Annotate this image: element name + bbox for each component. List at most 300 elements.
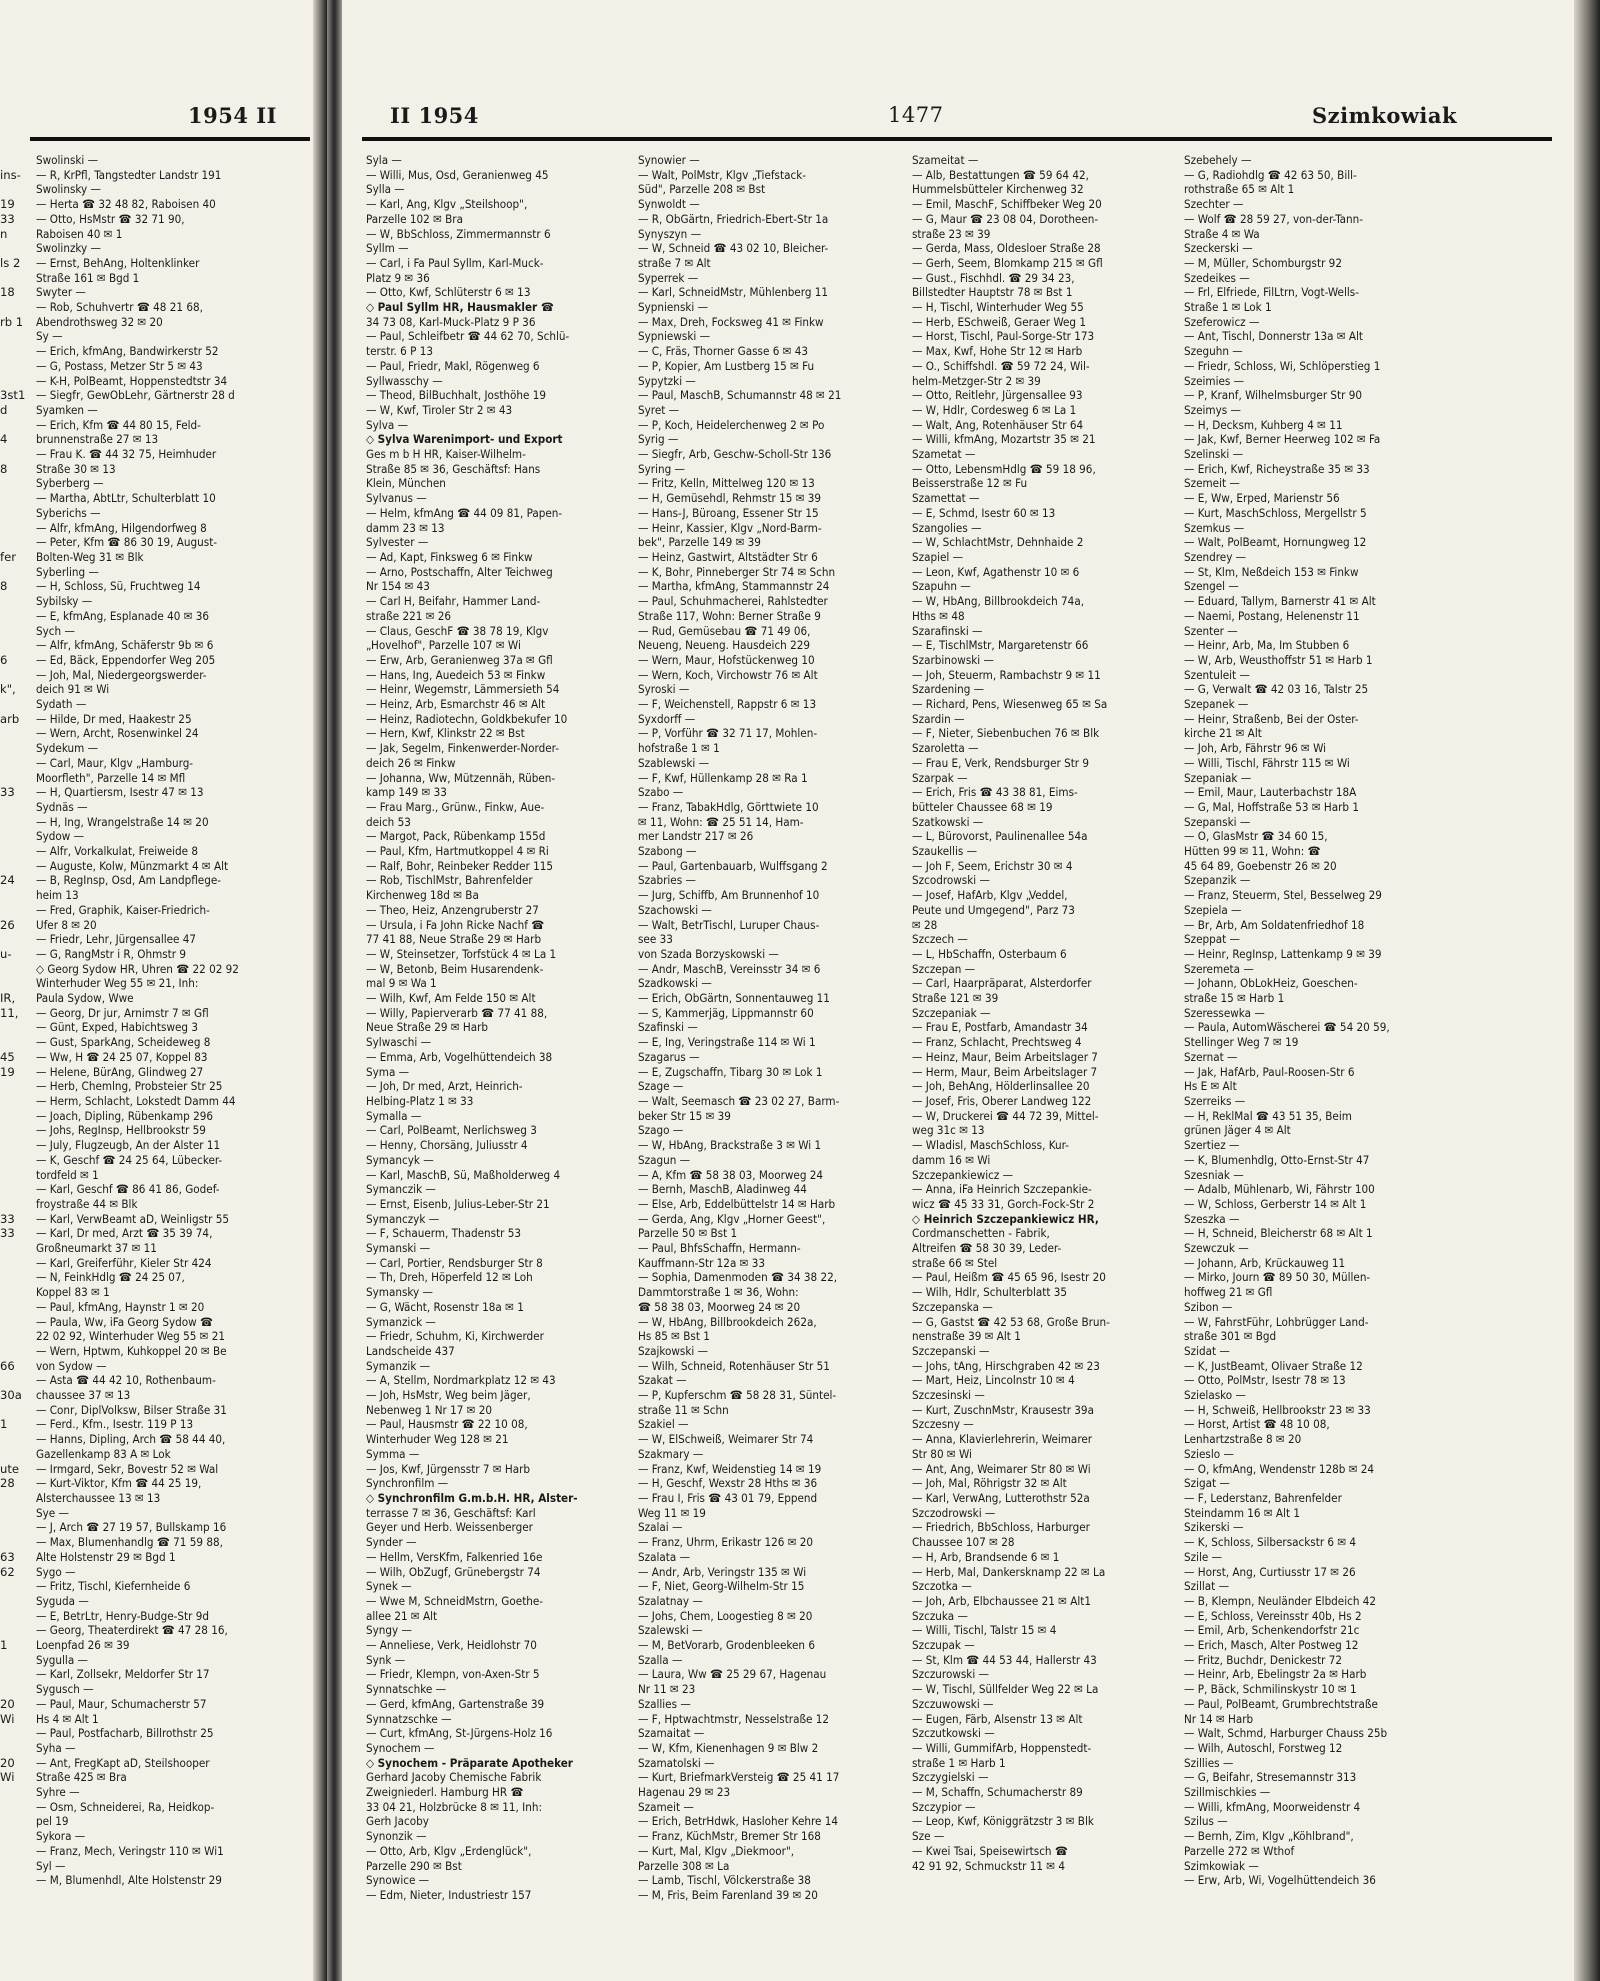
margin-stub-fragment	[0, 535, 28, 550]
margin-stub-fragment	[0, 1667, 28, 1682]
margin-stub-fragment	[0, 800, 28, 815]
directory-entry-line: — Johann, ObLokHeiz, Goeschen-	[1184, 976, 1358, 991]
directory-entry-line: — S, Kammerjäg, Lippmannstr 60	[638, 1005, 814, 1020]
directory-entry-line: — Kurt, Mal, Klgv „Diekmoor",	[638, 1843, 795, 1858]
directory-entry-line: Syngy —	[366, 1623, 412, 1638]
directory-entry-line: Winterhuder Weg 128 ✉ 21	[366, 1432, 509, 1447]
directory-entry-line: straße 66 ✉ Stel	[912, 1255, 998, 1270]
directory-entry-line: Szakiel —	[638, 1417, 689, 1432]
directory-entry-line: — Mirko, Journ ☎ 89 50 30, Müllen-	[1184, 1270, 1371, 1285]
book-gutter	[327, 0, 342, 1981]
directory-entry-line: Szilus —	[1184, 1814, 1228, 1829]
directory-entry-line: — Bernh, Zim, Klgv „Köhlbrand",	[1184, 1829, 1354, 1844]
directory-entry-line: — Karl, Zollsekr, Meldorfer Str 17	[36, 1667, 210, 1682]
margin-stub-fragment	[0, 1609, 28, 1624]
directory-entry-line: Szczupak —	[912, 1638, 975, 1653]
directory-entry-line: — Alfr, Vorkalkulat, Freiweide 8	[36, 844, 199, 859]
directory-entry-line: Synchronfilm —	[366, 1476, 449, 1491]
directory-entry-line: Sych —	[36, 623, 75, 638]
directory-entry-line: Szczurowski —	[912, 1667, 989, 1682]
directory-entry-line: Symanski —	[366, 1241, 431, 1256]
directory-entry-line: Szillmischkies —	[1184, 1785, 1271, 1800]
margin-stub-fragment	[0, 491, 28, 506]
directory-entry-line: — H, ReklMal ☎ 43 51 35, Beim	[1184, 1108, 1352, 1123]
margin-stub-fragment	[0, 609, 28, 624]
directory-entry-line: Symanzik —	[366, 1358, 431, 1373]
directory-entry-line: Szagarus —	[638, 1049, 700, 1064]
directory-entry-line: — Siegfr, Arb, Geschw-Scholl-Str 136	[638, 447, 832, 462]
directory-entry-line: Syberberg —	[36, 476, 104, 491]
margin-stub-fragment	[0, 1432, 28, 1447]
directory-entry-line: Szibon —	[1184, 1299, 1233, 1314]
directory-entry-line: — Karl, MaschB, Sü, Maßholderweg 4	[366, 1167, 561, 1182]
directory-entry-line: Szarpak —	[912, 770, 968, 785]
directory-entry-line: — Johanna, Ww, Mützennäh, Rüben-	[366, 770, 556, 785]
margin-stub-fragment: 33	[0, 1211, 15, 1226]
directory-entry-line: Straße 85 ✉ 36, Geschäftsf: Hans	[366, 461, 541, 476]
directory-entry-line: — H, Schloss, Sü, Fruchtweg 14	[36, 579, 201, 594]
directory-entry-line: Szentuleit —	[1184, 667, 1250, 682]
directory-entry-line: — Br, Arb, Am Soldatenfriedhof 18	[1184, 917, 1365, 932]
directory-entry-line: Sylwaschi —	[366, 1035, 432, 1050]
directory-entry-line: Parzelle 102 ✉ Bra	[366, 211, 463, 226]
margin-stub-fragment	[0, 447, 28, 462]
directory-entry-line: weg 31c ✉ 13	[912, 1123, 985, 1138]
directory-entry-line: — Franz, TabakHdlg, Görttwiete 10	[638, 799, 819, 814]
directory-entry-line: — Paul, Postfacharb, Billrothstr 25	[36, 1726, 214, 1741]
directory-entry-line: ☎ 58 38 03, Moorweg 24 ✉ 20	[638, 1299, 801, 1314]
left-header-rule	[30, 137, 310, 141]
directory-entry-line: Landscheide 437	[366, 1343, 455, 1358]
directory-entry-line: — J, Arch ☎ 27 19 57, Bullskamp 16	[36, 1520, 227, 1535]
directory-entry-line: — Johann, Arb, Krückauweg 11	[1184, 1255, 1346, 1270]
directory-entry-line: — St, Klm ☎ 44 53 44, Hallerstr 43	[912, 1652, 1097, 1667]
directory-entry-line: — Otto, PolMstr, Isestr 78 ✉ 13	[1184, 1373, 1346, 1388]
directory-entry-line: — E, BetrLtr, Henry-Budge-Str 9d	[36, 1608, 209, 1623]
directory-entry-line: kirche 21 ✉ Alt	[1184, 726, 1262, 741]
page-edge-shadow-right	[1574, 0, 1600, 1981]
directory-entry-line: — Conr, DiplVolksw, Bilser Straße 31	[36, 1402, 227, 1417]
left-column	[36, 153, 298, 1888]
directory-entry-line: — Willi, GummifArb, Hoppenstedt-	[912, 1740, 1092, 1755]
directory-entry-line: — Friedrich, BbSchloss, Harburger	[912, 1520, 1090, 1535]
directory-entry-line: Swolinsky —	[36, 182, 101, 197]
directory-entry-line: — Ww, H ☎ 24 25 07, Koppel 83	[36, 1049, 208, 1064]
directory-entry-line: — M, Blumenhdl, Alte Holstenstr 29	[36, 1873, 222, 1888]
directory-entry-line: Peute und Umgegend", Parz 73	[912, 902, 1075, 917]
directory-entry-line: Hütten 99 ✉ 11, Wohn: ☎	[1184, 844, 1321, 859]
directory-entry-line: Syhre —	[36, 1785, 80, 1800]
directory-entry-line: Syberichs —	[36, 505, 101, 520]
directory-entry-line: Cordmanschetten - Fabrik,	[912, 1226, 1050, 1241]
directory-entry-line: — Theod, BilBuchhalt, Josthöhe 19	[366, 388, 547, 403]
directory-entry-line: hoffweg 21 ✉ Gfl	[1184, 1285, 1273, 1300]
directory-entry-line: Szachowski —	[638, 902, 712, 917]
directory-entry-line: — W, SchlachtMstr, Dehnhaide 2	[912, 535, 1084, 550]
directory-entry-line: Sylvanus —	[366, 491, 427, 506]
directory-entry-line: Ges m b H HR, Kaiser-Wilhelm-	[366, 447, 526, 462]
directory-entry-line: — Horst, Tischl, Paul-Sorge-Str 173	[912, 329, 1095, 344]
directory-entry-line: — Wwe M, SchneidMstrn, Goethe-	[366, 1593, 544, 1608]
margin-stub-fragment: 30a	[0, 1388, 22, 1403]
directory-entry-line: — Johs, Chem, Loogestieg 8 ✉ 20	[638, 1608, 813, 1623]
directory-entry-line: Szeguhn —	[1184, 344, 1243, 359]
directory-entry-line: — P, Kopier, Am Lustberg 15 ✉ Fu	[638, 358, 815, 373]
directory-entry-line: — Paul, Hausmstr ☎ 22 10 08,	[366, 1417, 528, 1432]
directory-entry-line: Sygo —	[36, 1564, 76, 1579]
directory-entry-line: Szebehely —	[1184, 153, 1252, 167]
directory-entry-line: Syberling —	[36, 564, 99, 579]
directory-entry-line: Szepanski —	[1184, 814, 1251, 829]
directory-entry-line: Winterhuder Weg 55 ✉ 21, Inh:	[36, 976, 199, 991]
directory-entry-line: Synnatschke —	[366, 1682, 447, 1697]
directory-entry-line: Szczotka —	[912, 1579, 972, 1594]
directory-entry-line: Parzelle 308 ✉ La	[638, 1858, 730, 1873]
directory-entry-line: — Margot, Pack, Rübenkamp 155d	[366, 829, 546, 844]
directory-entry-line: ✉ 28	[912, 917, 938, 932]
directory-entry-line: Symancyk —	[366, 1152, 434, 1167]
directory-entry-line: Szardin —	[912, 711, 965, 726]
margin-stub-fragment	[0, 844, 28, 859]
directory-entry-line: — Rob, Schuhvertr ☎ 48 21 68,	[36, 300, 203, 315]
right-page-header-left: II 1954	[390, 103, 479, 128]
directory-entry-line: Szarbinowski —	[912, 652, 994, 667]
directory-entry-line: Sygusch —	[36, 1682, 94, 1697]
directory-entry-line: — M, BetVorarb, Grodenbleeken 6	[638, 1638, 815, 1653]
directory-entry-line: Szczepankiewicz —	[912, 1167, 1014, 1182]
directory-entry-line: Szewczuk —	[1184, 1241, 1249, 1256]
directory-entry-line: Szczygielski —	[912, 1770, 989, 1785]
directory-entry-line: — A, Kfm ☎ 58 38 03, Moorweg 24	[638, 1167, 824, 1182]
directory-entry-line: Synwoldt —	[638, 197, 700, 212]
directory-entry-line: — H, Tischl, Winterhuder Weg 55	[912, 300, 1084, 315]
directory-entry-line: straße 301 ✉ Bgd	[1184, 1329, 1277, 1344]
directory-entry-line: — Hern, Kwf, Klinkstr 22 ✉ Bst	[366, 726, 525, 741]
directory-entry-line: — Wolf ☎ 28 59 27, von-der-Tann-	[1184, 211, 1364, 226]
directory-entry-line: Swolinzky —	[36, 241, 101, 256]
directory-entry-line: bek", Parzelle 149 ✉ 39	[638, 535, 761, 550]
directory-entry-line: Szcodrowski —	[912, 873, 990, 888]
margin-stub-fragment	[0, 506, 28, 521]
directory-entry-line: — Helm, kfmAng ☎ 44 09 81, Papen-	[366, 505, 563, 520]
directory-entry-line: Szalla —	[638, 1652, 683, 1667]
directory-entry-line: pel 19	[36, 1814, 69, 1829]
directory-entry-line: Szakat —	[638, 1373, 687, 1388]
directory-entry-line: Str 80 ✉ Wi	[912, 1446, 972, 1461]
directory-entry-line: — A, Stellm, Nordmarkplatz 12 ✉ 43	[366, 1373, 556, 1388]
directory-entry-line: Szeferowicz —	[1184, 314, 1260, 329]
margin-stub-fragment	[0, 1520, 28, 1535]
directory-entry-line: — F, Weichenstell, Rappstr 6 ✉ 13	[638, 697, 817, 712]
directory-entry-line: Sypytzki —	[638, 373, 696, 388]
directory-entry-line: — Joh F, Seem, Erichstr 30 ✉ 4	[912, 858, 1073, 873]
directory-entry-line: — Asta ☎ 44 42 10, Rothenbaum-	[36, 1373, 216, 1388]
directory-entry-line: — Kurt, ZuschnMstr, Krausestr 39a	[912, 1402, 1094, 1417]
margin-stub-fragment: 20	[0, 1696, 15, 1711]
directory-entry-line: Szertiez —	[1184, 1138, 1240, 1153]
directory-entry-line: — Osm, Schneiderei, Ra, Heidkop-	[36, 1799, 215, 1814]
directory-entry-line: damm 23 ✉ 13	[366, 520, 445, 535]
directory-entry-line: — W, Tischl, Süllfelder Weg 22 ✉ La	[912, 1682, 1099, 1697]
margin-stub-fragment	[0, 1579, 28, 1594]
directory-entry-line: Klein, München	[366, 476, 446, 491]
directory-entry-line: — Heinr, Straßenb, Bei der Oster-	[1184, 711, 1359, 726]
directory-entry-line: — Hilde, Dr med, Haakestr 25	[36, 711, 192, 726]
directory-entry-line: — O., Schiffshdl. ☎ 59 72 24, Wil-	[912, 358, 1090, 373]
directory-entry-line: — Georg, Theaterdirekt ☎ 47 28 16,	[36, 1623, 228, 1638]
directory-entry-line: Syret —	[638, 402, 680, 417]
margin-stub-fragment: 33	[0, 1226, 15, 1241]
directory-entry-line: tordfeld ✉ 1	[36, 1167, 99, 1182]
margin-stub-fragment	[0, 1094, 28, 1109]
directory-entry-line: — W, HbAng, Billbrookdeich 262a,	[638, 1314, 817, 1329]
directory-entry-line: — Johs, RegInsp, Hellbrookstr 59	[36, 1123, 206, 1138]
directory-entry-line: — Ant, FregKapt aD, Steilshooper	[36, 1755, 210, 1770]
directory-entry-line: — Joh, Mal, Röhrigstr 32 ✉ Alt	[912, 1476, 1067, 1491]
directory-entry-line: — Fritz, Kelln, Mittelweg 120 ✉ 13	[638, 476, 815, 491]
margin-stub-fragment: 4	[0, 432, 8, 447]
directory-entry-line: Szedeikes —	[1184, 270, 1250, 285]
directory-entry-line: Szeppat —	[1184, 932, 1240, 947]
directory-entry-line: — Anna, Klavierlehrerin, Weimarer	[912, 1432, 1093, 1447]
directory-entry-line: — Herta ☎ 32 48 82, Raboisen 40	[36, 197, 216, 212]
directory-entry-line: — E, Ing, Veringstraße 114 ✉ Wi 1	[638, 1035, 816, 1050]
directory-entry-line: Synk —	[366, 1652, 406, 1667]
directory-entry-line: — Theo, Heiz, Anzengruberstr 27	[366, 902, 539, 917]
directory-entry-line: — Paul, Heißm ☎ 45 65 96, Isestr 20	[912, 1270, 1106, 1285]
directory-entry-line: — Andr, MaschB, Vereinsstr 34 ✉ 6	[638, 961, 821, 976]
directory-entry-line: straße 221 ✉ 26	[366, 608, 452, 623]
directory-entry-line: Szczuka —	[912, 1608, 968, 1623]
margin-stub-fragment	[0, 1682, 28, 1697]
directory-entry-line: — Erw, Arb, Geranienweg 37a ✉ Gfl	[366, 652, 553, 667]
directory-entry-line: — Frau I, Fris ☎ 43 01 79, Eppend	[638, 1490, 818, 1505]
running-head: Szimkowiak	[1312, 103, 1458, 128]
directory-entry-line: — W, Schneid ☎ 43 02 10, Bleicher-	[638, 241, 829, 256]
directory-entry-line: Szaukellis —	[912, 844, 978, 859]
directory-entry-line: — Willy, Papierverarb ☎ 77 41 88,	[366, 1005, 548, 1020]
directory-entry-line: — E, Zugschaffn, Tibarg 30 ✉ Lok 1	[638, 1064, 823, 1079]
directory-entry-line: Helbing-Platz 1 ✉ 33	[366, 1094, 474, 1108]
directory-entry-line: Lenhartzstraße 8 ✉ 20	[1184, 1432, 1302, 1447]
directory-entry-line: — July, Flugzeugb, An der Alster 11	[36, 1138, 221, 1153]
directory-entry-line: — E, Ww, Erped, Marienstr 56	[1184, 491, 1340, 506]
directory-entry-line: — Joh, Steuerm, Rambachstr 9 ✉ 11	[912, 667, 1101, 682]
directory-entry-line: — Otto, Kwf, Schlüterstr 6 ✉ 13	[366, 285, 531, 300]
directory-entry-line: Moorfleth", Parzelle 14 ✉ Mfl	[36, 770, 186, 785]
directory-entry-line: Neueng, Neueng. Hausdeich 229	[638, 638, 811, 653]
directory-entry-line: — W, Kwf, Tiroler Str 2 ✉ 43	[366, 402, 513, 417]
directory-entry-line: brunnenstraße 27 ✉ 13	[36, 432, 159, 447]
directory-entry-line: — Andr, Arb, Veringstr 135 ✉ Wi	[638, 1564, 807, 1579]
directory-entry-line: — Karl, Dr med, Arzt ☎ 35 39 74,	[36, 1226, 213, 1241]
directory-entry-line: — Edm, Nieter, Industriestr 157	[366, 1887, 532, 1902]
directory-entry-line: — Fritz, Tischl, Kiefernheide 6	[36, 1579, 191, 1594]
directory-entry-line: Szage —	[638, 1079, 684, 1094]
directory-entry-line: Szenter —	[1184, 623, 1238, 638]
directory-entry-line: — Walt, Ang, Rotenhäuser Str 64	[912, 417, 1084, 432]
directory-entry-line: Szillies —	[1184, 1755, 1234, 1770]
directory-entry-line: Synochem —	[366, 1740, 435, 1755]
margin-stub-fragment: k",	[0, 682, 16, 697]
directory-entry-line: — Paul, BhfsSchaffn, Hermann-	[638, 1241, 801, 1256]
margin-stub-fragment: 1	[0, 1638, 8, 1653]
directory-entry-line: — Wilh, ObZugf, Grünebergstr 74	[366, 1564, 541, 1579]
directory-entry-line: — Joh, BehAng, Hölderlinsallee 20	[912, 1079, 1090, 1094]
margin-stub-fragment: 33	[0, 211, 15, 226]
directory-entry-line: Syamken —	[36, 402, 98, 417]
directory-entry-line: — Karl, VerwBeamt aD, Weinligstr 55	[36, 1211, 229, 1226]
margin-stub-fragment: 3st1	[0, 388, 26, 403]
directory-entry-line: Szelinski —	[1184, 447, 1244, 462]
directory-entry-line: — Herb, ESchweiß, Geraer Weg 1	[912, 314, 1086, 329]
directory-entry-line: Syrig —	[638, 432, 679, 447]
directory-entry-line: Nr 154 ✉ 43	[366, 579, 430, 594]
directory-entry-line: Szczutkowski —	[912, 1726, 995, 1741]
directory-entry-line: — Paul, kfmAng, Haynstr 1 ✉ 20	[36, 1299, 205, 1314]
directory-entry-line: — Laura, Ww ☎ 25 29 67, Hagenau	[638, 1667, 827, 1682]
directory-entry-line: — Erich, Fris ☎ 43 38 81, Eims-	[912, 785, 1078, 800]
directory-entry-line: Szeimies —	[1184, 373, 1245, 388]
directory-entry-line: — E, kfmAng, Esplanade 40 ✉ 36	[36, 608, 210, 623]
directory-entry-line: ◇ Synchronfilm G.m.b.H. HR, Alster-	[366, 1490, 578, 1505]
directory-entry-line: Sylla —	[366, 182, 405, 197]
directory-entry-line: Szabo —	[638, 785, 684, 800]
directory-entry-line: Symansky —	[366, 1285, 433, 1300]
directory-entry-line: Swolinski —	[36, 153, 99, 167]
directory-entry-line: straße 15 ✉ Harb 1	[1184, 991, 1285, 1006]
directory-entry-line: — H, Quartiersm, Isestr 47 ✉ 13	[36, 785, 204, 800]
directory-entry-line: — L, HbSchaffn, Osterbaum 6	[912, 946, 1067, 961]
directory-entry-line: Symanzick —	[366, 1314, 436, 1329]
directory-entry-line: Koppel 83 ✉ 1	[36, 1285, 110, 1300]
directory-entry-line: — Herm, Maur, Beim Arbeitslager 7	[912, 1064, 1098, 1079]
directory-entry-line: Szeremeta —	[1184, 961, 1254, 976]
directory-entry-line: Alte Holstenstr 29 ✉ Bgd 1	[36, 1549, 176, 1564]
directory-entry-line: Syring —	[638, 461, 685, 476]
directory-entry-line: Szeimys —	[1184, 402, 1241, 417]
directory-entry-line: — Karl, SchneidMstr, Mühlenberg 11	[638, 285, 829, 300]
margin-stub-fragment: n	[0, 226, 8, 241]
directory-entry-line: — W, BbSchloss, Zimmermannstr 6	[366, 226, 551, 241]
directory-entry-line: Sygulla —	[36, 1652, 88, 1667]
directory-entry-line: Syperrek —	[638, 270, 699, 285]
directory-entry-line: — K, Geschf ☎ 24 25 64, Lübecker-	[36, 1152, 223, 1167]
directory-entry-line: — Paul, Schuhmacherei, Rahlstedter	[638, 594, 828, 609]
directory-entry-line: — Paul, MaschB, Schumannstr 48 ✉ 21	[638, 388, 842, 403]
directory-entry-line: — W, HbAng, Billbrookdeich 74a,	[912, 594, 1085, 609]
directory-entry-line: Ufer 8 ✉ 20	[36, 917, 97, 932]
directory-entry-line: Szieslo —	[1184, 1446, 1234, 1461]
directory-entry-line: Sydath —	[36, 697, 87, 712]
directory-entry-line: — Leop, Kwf, Königgrätzstr 3 ✉ Blk	[912, 1814, 1094, 1829]
margin-stub-fragment	[0, 1109, 28, 1124]
margin-stub-fragment	[0, 344, 28, 359]
directory-entry-line: — Frau K. ☎ 44 32 75, Heimhuder	[36, 447, 217, 462]
directory-entry-line: 45 64 89, Goebenstr 26 ✉ 20	[1184, 858, 1337, 873]
directory-entry-line: — Ant, Tischl, Donnerstr 13a ✉ Alt	[1184, 329, 1364, 344]
directory-entry-line: 33 04 21, Holzbrücke 8 ✉ 11, Inh:	[366, 1799, 542, 1814]
directory-entry-line: Szepanzik —	[1184, 873, 1251, 888]
margin-stub-fragment	[0, 1182, 28, 1197]
margin-stub-fragment	[0, 1079, 28, 1094]
margin-stub-fragment	[0, 1285, 28, 1300]
directory-entry-line: „Hovelhof", Parzelle 107 ✉ Wi	[366, 638, 521, 653]
directory-entry-line: — Henny, Chorsäng, Juliusstr 4	[366, 1138, 528, 1153]
margin-stub-fragment: 63	[0, 1549, 15, 1564]
directory-entry-line: see 33	[638, 932, 673, 947]
directory-entry-line: 42 91 92, Schmuckstr 11 ✉ 4	[912, 1858, 1065, 1873]
directory-entry-line: — H, Gemüsehdl, Rehmstr 15 ✉ 39	[638, 491, 822, 506]
directory-entry-line: — N, FeinkHdlg ☎ 24 25 07,	[36, 1270, 185, 1285]
directory-entry-line: Szczepanski —	[912, 1343, 990, 1358]
directory-entry-line: — Alb, Bestattungen ☎ 59 64 42,	[912, 167, 1089, 182]
directory-entry-line: — Friedr, Schloss, Wi, Schlöperstieg 1	[1184, 358, 1381, 373]
directory-entry-line: Billstedter Hauptstr 78 ✉ Bst 1	[912, 285, 1073, 300]
directory-entry-line: — E, TischlMstr, Margaretenstr 66	[912, 638, 1089, 653]
margin-stub-fragment	[0, 1741, 28, 1756]
directory-entry-line: rothstraße 65 ✉ Alt 1	[1184, 182, 1295, 197]
directory-entry-line: — W, ElSchweiß, Weimarer Str 74	[638, 1432, 814, 1447]
directory-entry-line: — Carl, Maur, Klgv „Hamburg-	[36, 755, 194, 770]
margin-stub-fragment	[0, 1138, 28, 1153]
directory-entry-line: Szendrey —	[1184, 549, 1247, 564]
directory-entry-line: Szesniak —	[1184, 1167, 1244, 1182]
margin-stub-fragment: 8	[0, 461, 8, 476]
right-header-rule	[362, 137, 1552, 141]
directory-entry-line: Szarafinski —	[912, 623, 983, 638]
directory-entry-line: — Claus, GeschF ☎ 38 78 19, Klgv	[366, 623, 549, 638]
directory-entry-line: Szengel —	[1184, 579, 1239, 594]
directory-entry-line: heim 13	[36, 888, 79, 903]
directory-entry-line: — Jurg, Schiffb, Am Brunnenhof 10	[638, 888, 820, 903]
directory-entry-line: — Wern, Maur, Hofstückenweg 10	[638, 652, 815, 667]
directory-entry-line: — Franz, KüchMstr, Bremer Str 168	[638, 1829, 821, 1844]
directory-entry-line: Parzelle 290 ✉ Bst	[366, 1858, 462, 1873]
directory-entry-line: — Ad, Kapt, Finksweg 6 ✉ Finkw	[366, 549, 533, 564]
directory-entry-line: — Alfr, kfmAng, Hilgendorfweg 8	[36, 520, 207, 535]
directory-column-3	[912, 153, 1184, 1873]
directory-entry-line: — K-H, PolBeamt, Hoppenstedtstr 34	[36, 373, 228, 388]
directory-entry-line: Szczech —	[912, 932, 968, 947]
margin-stub-fragment	[0, 1491, 28, 1506]
directory-entry-line: — Franz, Mech, Veringstr 110 ✉ Wi1	[36, 1843, 224, 1858]
directory-entry-line: — Erich, Kfm ☎ 44 80 15, Feld-	[36, 417, 201, 432]
directory-entry-line: Szczodrowski —	[912, 1505, 996, 1520]
directory-entry-line: — Walt, PolMstr, Klgv „Tiefstack-	[638, 167, 807, 182]
directory-entry-line: Stellinger Weg 7 ✉ 19	[1184, 1035, 1299, 1050]
directory-entry-line: — M, Schaffn, Schumacherstr 89	[912, 1785, 1083, 1800]
directory-entry-line: — Else, Arb, Eddelbüttelstr 14 ✉ Harb	[638, 1196, 836, 1211]
directory-entry-line: Szeszka —	[1184, 1211, 1240, 1226]
directory-entry-line: — Eugen, Färb, Alsenstr 13 ✉ Alt	[912, 1711, 1083, 1726]
directory-entry-line: Szagun —	[638, 1152, 691, 1167]
right-page	[342, 0, 1600, 1981]
directory-entry-line: straße 11 ✉ Schn	[638, 1402, 729, 1417]
margin-stub-fragment: 6	[0, 652, 8, 667]
directory-entry-line: Swyter —	[36, 285, 86, 300]
directory-entry-line: Szimkowiak —	[1184, 1858, 1259, 1873]
directory-entry-line: — Kurt, MaschSchloss, Mergellstr 5	[1184, 505, 1367, 520]
directory-entry-line: von Sydow —	[36, 1358, 107, 1373]
directory-entry-line: — Franz, Steuerm, Stel, Besselweg 29	[1184, 888, 1382, 903]
directory-entry-line: Synowice —	[366, 1873, 430, 1888]
margin-stub-fragment: 1	[0, 1417, 8, 1432]
directory-entry-line: — K, Blumenhdlg, Otto-Ernst-Str 47	[1184, 1152, 1370, 1167]
directory-entry-line: Sylvester —	[366, 535, 429, 550]
directory-entry-line: grünen Jäger 4 ✉ Alt	[1184, 1123, 1291, 1138]
directory-entry-line: Szerreiks —	[1184, 1094, 1246, 1108]
